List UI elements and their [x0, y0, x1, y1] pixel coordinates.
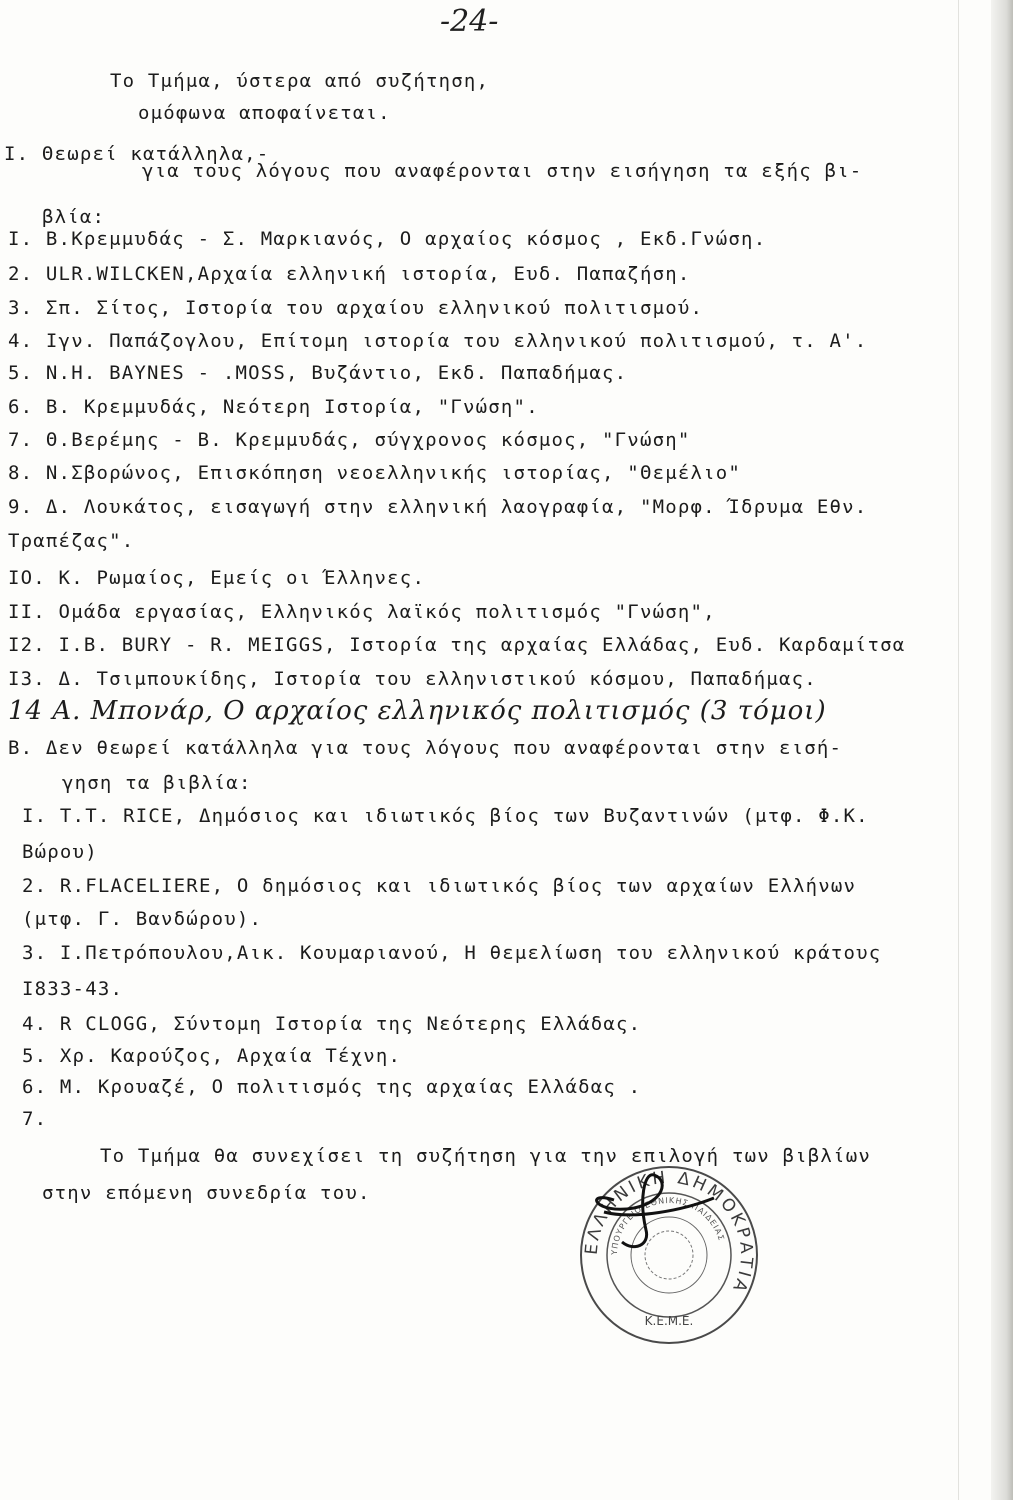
section-a-reason-2: βλία:: [42, 206, 106, 228]
closing-line-2: στην επόμενη συνεδρία του.: [42, 1182, 371, 1204]
list-item: Ι2. Ι.Β. BURY - R. MEIGGS, Ιστορία της αρχαίας Ελλάδας, Ευδ. Καρδαμίτσα: [8, 634, 906, 656]
section-a-reason-1: για τους λόγους που αναφέρονται στην εισήγηση τα εξής βι-: [142, 160, 863, 182]
svg-text:Κ.Ε.Μ.Ε.: Κ.Ε.Μ.Ε.: [644, 1314, 694, 1328]
svg-text:ΕΛΛΗΝΙΚΗ ΔΗΜΟΚΡΑΤΙΑ: ΕΛΛΗΝΙΚΗ ΔΗΜΟΚΡΑΤΙΑ: [581, 1167, 757, 1298]
closing-line-1: Το Τμήμα θα συνεχίσει τη συζήτηση για την επιλογή των βιβλίων: [100, 1145, 871, 1167]
list-item: Ι833-43.: [22, 978, 124, 1000]
page-fold-line: [958, 0, 959, 1500]
section-b-heading-1: Β. Δεν θεωρεί κατάλληλα για τους λόγους που αναφέρονται στην εισή-: [8, 737, 843, 759]
list-item: 5. Χρ. Καρούζος, Αρχαία Τέχνη.: [22, 1045, 402, 1067]
list-item: 2. R.FLACELIERE, Ο δημόσιος και ιδιωτικός βίος των αρχαίων Ελλήνων: [22, 875, 857, 897]
list-item: 6. Β. Κρεμμυδάς, Νεότερη Ιστορία, "Γνώση".: [8, 396, 539, 418]
list-item: Ι3. Δ. Τσιμπουκίδης, Ιστορία του ελληνιστικού κόσμου, Παπαδήμας.: [8, 668, 817, 690]
official-stamp: [574, 1160, 764, 1354]
list-item: Τραπέζας".: [8, 530, 135, 552]
list-item: 8. Ν.Σβορώνος, Επισκόπηση νεοελληνικής ιστορίας, "Θεμέλιο": [8, 462, 742, 484]
intro-line-1: Το Τμήμα, ύστερα από συζήτηση,: [110, 70, 490, 92]
list-item: 2. ULR.WILCKEN,Αρχαία ελληνική ιστορία, Ευδ. Παπαζήση.: [8, 263, 691, 285]
section-a-heading: Ι. Θεωρεί κατάλληλα,-: [4, 143, 270, 165]
list-item: 3. Σπ. Σίτος, Ιστορία του αρχαίου ελληνικού πολιτισμού.: [8, 297, 704, 319]
svg-text:ΥΠΟΥΡΓΕΙΟ ΕΘΝΙΚΗΣ ΠΑΙΔΕΙΑΣ: ΥΠΟΥΡΓΕΙΟ ΕΘΝΙΚΗΣ ΠΑΙΔΕΙΑΣ: [609, 1195, 726, 1256]
list-item: 7.: [22, 1108, 48, 1130]
page-edge-shadow: [991, 0, 1013, 1500]
list-item: (μτφ. Γ. Βανδώρου).: [22, 908, 263, 930]
section-b-heading-2: γηση τα βιβλία:: [62, 772, 252, 794]
list-item: Ι. Β.Κρεμμυδάς - Σ. Μαρκιανός, Ο αρχαίος κόσμος , Εκδ.Γνώση.: [8, 228, 767, 250]
list-item: 4. R CLOGG, Σύντομη Ιστορία της Νεότερης Ελλάδας.: [22, 1013, 642, 1035]
list-item: 4. Ιγν. Παπάζογλου, Επίτομη ιστορία του ελληνικού πολιτισμού, τ. Α'.: [8, 330, 868, 352]
page-number: -24-: [440, 4, 499, 39]
list-item: 5. Ν.Η. BAYNES - .MOSS, Βυζάντιο, Εκδ. Παπαδήμας.: [8, 362, 628, 384]
list-item: Βώρου): [22, 841, 98, 863]
stamp-seal-icon: [574, 1160, 764, 1350]
handwritten-item: 14 Α. Μπονάρ, Ο αρχαίος ελληνικός πολιτισμός (3 τόμοι): [8, 696, 827, 726]
list-item: Ι. Τ.Τ. RICE, Δημόσιος και ιδιωτικός βίος των Βυζαντινών (μτφ. Φ.Κ.: [22, 805, 869, 827]
list-item: 9. Δ. Λουκάτος, εισαγωγή στην ελληνική λαογραφία, "Μορφ. Ίδρυμα Εθν.: [8, 496, 868, 518]
list-item: 3. Ι.Πετρόπουλου,Αικ. Κουμαριανού, Η θεμελίωση του ελληνικού κράτους: [22, 942, 882, 964]
list-item: 7. Θ.Βερέμης - Β. Κρεμμυδάς, σύγχρονος κόσμος, "Γνώση": [8, 429, 691, 451]
intro-line-2: ομόφωνα αποφαίνεται.: [138, 102, 391, 124]
list-item: ΙΟ. Κ. Ρωμαίος, Εμείς οι Έλληνες.: [8, 567, 426, 589]
list-item: ΙΙ. Ομάδα εργασίας, Ελληνικός λαϊκός πολιτισμός "Γνώση",: [8, 601, 716, 623]
list-item: 6. Μ. Κρουαζέ, Ο πολιτισμός της αρχαίας Ελλάδας .: [22, 1076, 642, 1098]
